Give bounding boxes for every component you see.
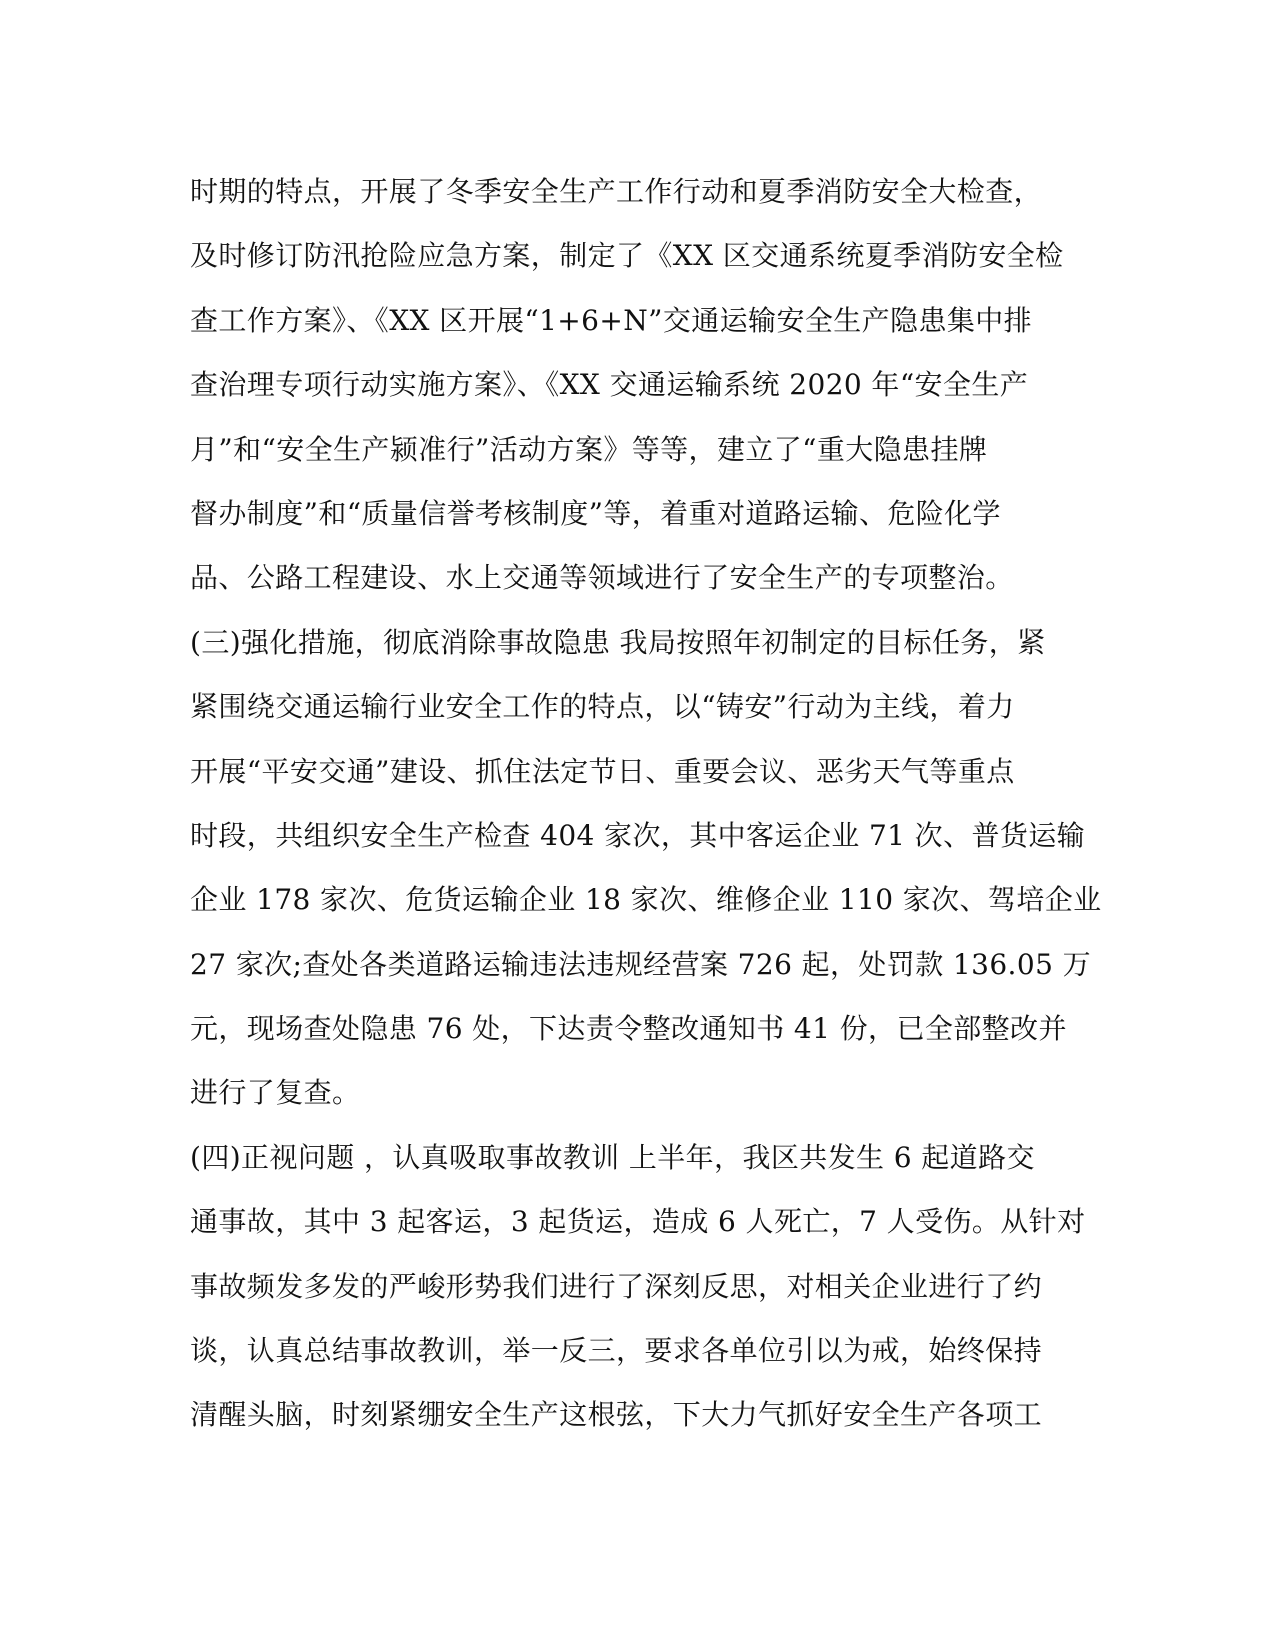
text-line: 品、公路工程建设、水上交通等领域进行了安全生产的专项整治。 xyxy=(190,561,1014,595)
text-line: 及时修订防汛抢险应急方案，制定了《XX 区交通系统夏季消防安全检 xyxy=(190,239,1064,273)
text-line: 月”和“安全生产颍准行”活动方案》等等，建立了“重大隐患挂牌 xyxy=(190,432,988,466)
text-line: 查治理专项行动实施方案》、《XX 交通运输系统 2020 年“安全生产 xyxy=(190,368,1029,402)
text-line: 紧围绕交通运输行业安全工作的特点，以“铸安”行动为主线，着力 xyxy=(190,690,1015,724)
body-text xyxy=(190,160,1102,1448)
text-line: 元，现场查处隐患 76 处，下达责令整改通知书 41 份，已全部整改并 xyxy=(190,1012,1067,1046)
text-line: 通事故，其中 3 起客运，3 起货运，造成 6 人死亡，7 人受伤。从针对 xyxy=(190,1205,1086,1239)
text-line: 督办制度”和“质量信誉考核制度”等，着重对道路运输、危险化学 xyxy=(190,496,1001,530)
section-heading-line: (三)强化措施，彻底消除事故隐患 我局按照年初制定的目标任务，紧 xyxy=(190,625,1046,659)
text-line: 企业 178 家次、危货运输企业 18 家次、维修企业 110 家次、驾培企业 xyxy=(190,883,1102,917)
text-line: 查工作方案》、《XX 区开展“1+6+N”交通运输安全生产隐患集中排 xyxy=(190,303,1033,337)
text-line: 时期的特点，开展了冬季安全生产工作行动和夏季消防安全大检查， xyxy=(190,175,1043,208)
text-line: 谈，认真总结事故教训，举一反三，要求各单位引以为戒，始终保持 xyxy=(190,1334,1043,1368)
text-line: 开展“平安交通”建设、抓住法定节日、重要会议、恶劣天气等重点 xyxy=(190,754,1015,788)
text-line: 时段，共组织安全生产检查 404 家次，其中客运企业 71 次、普货运输 xyxy=(190,818,1086,852)
text-line: 27 家次;查处各类道路运输违法违规经营案 726 起，处罚款 136.05 万 xyxy=(190,947,1091,981)
text-line: 进行了复查。 xyxy=(190,1076,361,1110)
section-heading-line: (四)正视问题 ，认真吸取事故教训 上半年，我区共发生 6 起道路交 xyxy=(190,1140,1035,1174)
text-line: 清醒头脑，时刻紧绷安全生产这根弦，下大力气抓好安全生产各项工 xyxy=(190,1398,1043,1432)
text-line: 事故频发多发的严峻形势我们进行了深刻反思，对相关企业进行了约 xyxy=(190,1269,1043,1303)
